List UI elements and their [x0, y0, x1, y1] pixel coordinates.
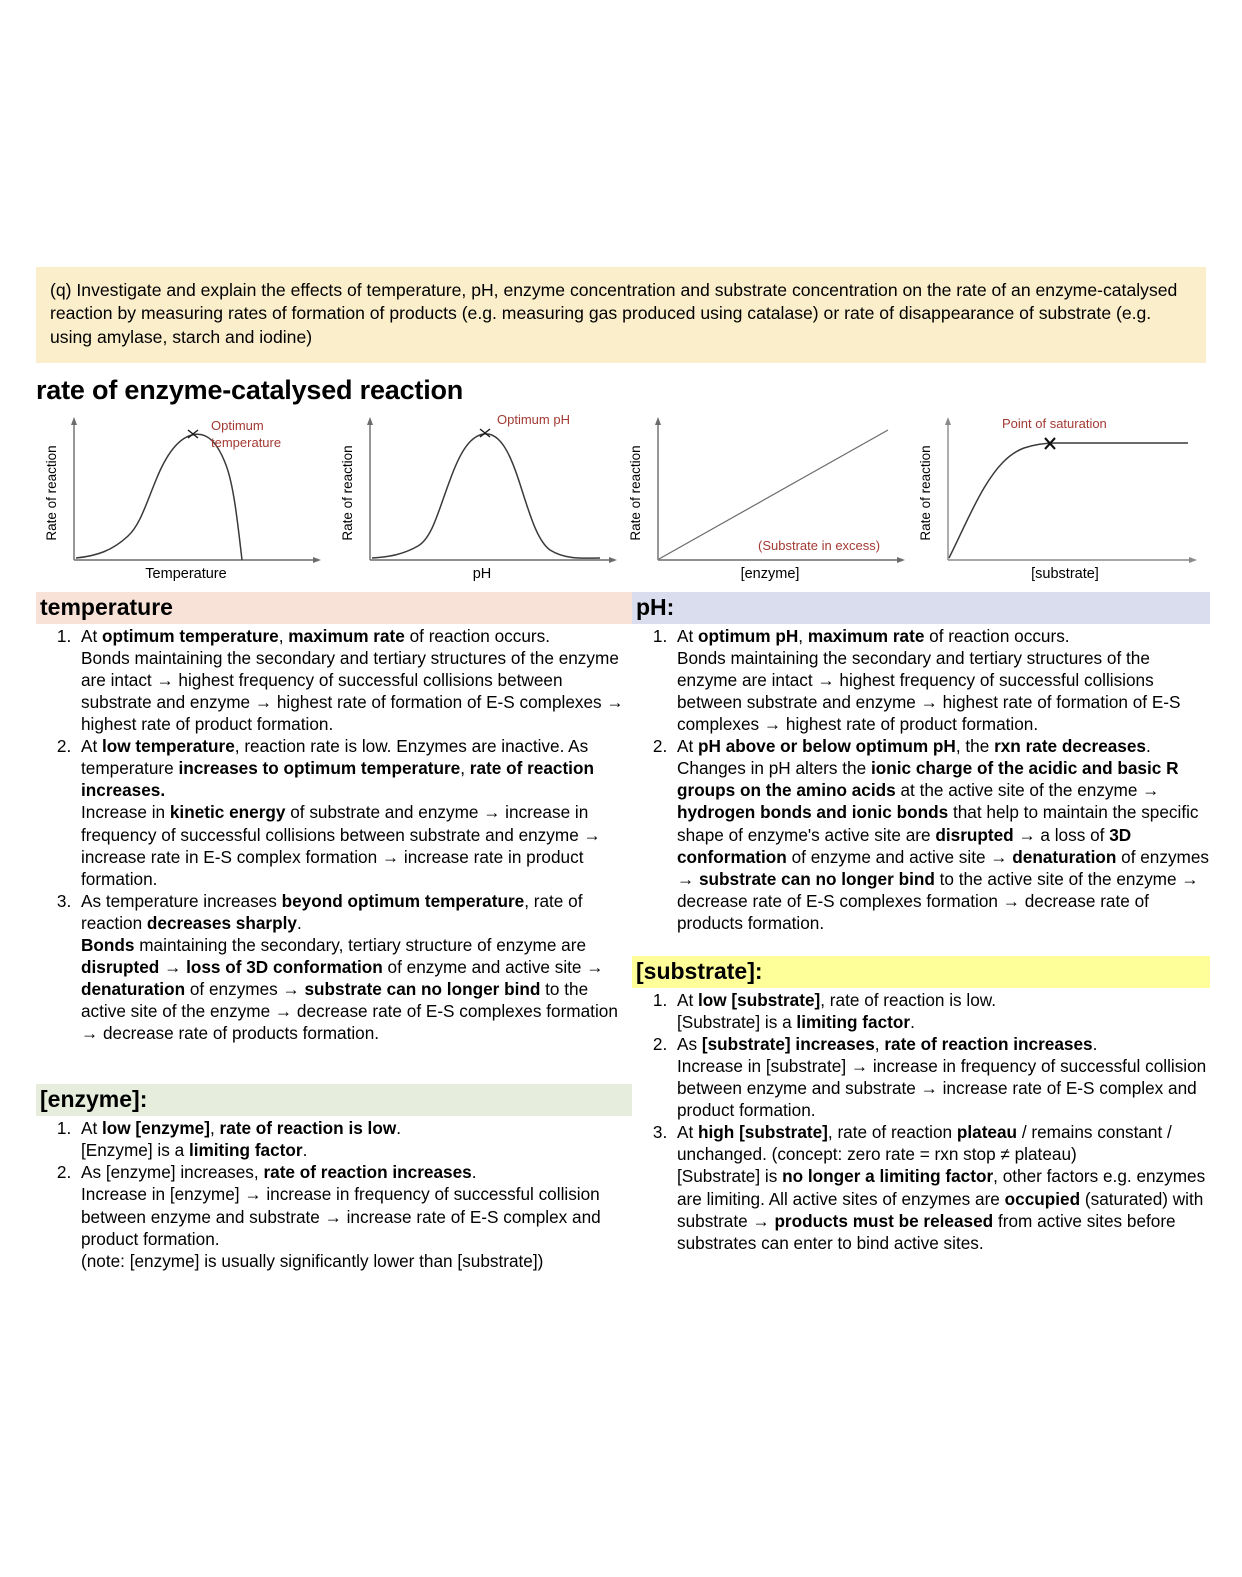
chart-substrate-xlabel: [substrate]: [1031, 566, 1099, 582]
list-item: 3. As temperature increases beyond optimum temperature, rate of reaction decreases sharply. Bonds maintaining the secondary, tertiary structure of enzyme are disrupted → loss of 3D conformation of enzyme and active site → denaturation of enzymes → substrate can no longer bind to the active site of the enzyme → decrease rate of E-S complexes formation → decrease rate of products formation.: [76, 890, 632, 1045]
chart-temperature-ylabel: Rate of reaction: [44, 445, 59, 541]
chart-temperature-annotation-line2: temperature: [211, 435, 282, 450]
optimum-marker-icon: [480, 429, 490, 437]
list-item: 3. At high [substrate], rate of reaction plateau / remains constant / unchanged. (concept: zero rate = rxn stop ≠ plateau) [Substrate] is no longer a limiting factor, other factors e.g. enzymes are limiting. All active sites of enzymes are occupied (saturated) with substrate → products must be released from active sites before substrates can enter to bind active sites.: [672, 1121, 1210, 1254]
page-title: rate of enzyme-catalysed reaction: [36, 375, 464, 405]
list-item: 2. At low temperature, reaction rate is low. Enzymes are inactive. As temperature increases to optimum temperature, rate of reaction increases. Increase in kinetic energy of substrate and enzyme → increase in frequency of successful collisions between substrate and enzyme → increase rate in E-S complex formation → increase rate in product formation.: [76, 735, 632, 890]
chart-enzyme-annotation: (Substrate in excess): [758, 538, 881, 553]
enzyme-list: [36, 1117, 632, 1272]
question-text: (q) Investigate and explain the effects of temperature, pH, enzyme concentration and substrate concentration on the rate of an enzyme-catalysed reaction by measuring rates of formation of products (e.g. measuring gas produced using catalase) or rate of disappearance of substrate (e.g. using amylase, starch and iodine): [50, 280, 1178, 347]
list-item: 2. As [substrate] increases, rate of reaction increases. Increase in [substrate] → increase in frequency of successful collision between enzyme and substrate → increase rate of E-S complex and product formation.: [672, 1033, 1210, 1121]
chart-temperature: [36, 408, 332, 586]
temperature-list: [36, 625, 632, 1045]
chart-substrate-ylabel: Rate of reaction: [918, 445, 933, 541]
list-item: 1. At optimum temperature, maximum rate of reaction occurs. Bonds maintaining the secondary and tertiary structures of the enzyme are intact → highest frequency of successful collisions between substrate and enzyme → highest rate of formation of E-S complexes → highest rate of product formation.: [76, 625, 632, 735]
chart-enzyme-ylabel: Rate of reaction: [628, 445, 643, 541]
left-column: [36, 592, 632, 1272]
chart-enzyme-xlabel: [enzyme]: [740, 566, 800, 582]
list-item: 2. As [enzyme] increases, rate of reaction increases. Increase in [enzyme] → increase in frequency of successful collision between enzyme and substrate → increase rate of E-S complex and product formation. (note: [enzyme] is usually significantly lower than [substrate]): [76, 1161, 632, 1271]
chart-ph-xlabel: pH: [472, 566, 492, 582]
ph-list: [632, 625, 1210, 934]
list-item: 1. At low [enzyme], rate of reaction is low. [Enzyme] is a limiting factor.: [76, 1117, 632, 1161]
list-item: 1. At low [substrate], rate of reaction is low. [Substrate] is a limiting factor.: [672, 989, 1210, 1033]
graph-row: [30, 408, 1210, 586]
chart-ph: [332, 408, 628, 586]
substrate-list: [632, 989, 1210, 1254]
chart-temperature-annotation-line1: Optimum: [211, 418, 264, 433]
list-item: 1. At optimum pH, maximum rate of reaction occurs. Bonds maintaining the secondary and tertiary structures of the enzyme are intact → highest frequency of successful collisions between substrate and enzyme → highest rate of formation of E-S complexes → highest rate of product formation.: [672, 625, 1210, 735]
chart-substrate-annotation: Point of saturation: [1002, 416, 1107, 431]
chart-enzyme: [620, 408, 916, 586]
question-banner: [36, 267, 1206, 363]
chart-ph-annotation: Optimum pH: [497, 412, 570, 427]
section-heading-substrate: [substrate]:: [632, 956, 1210, 988]
chart-ph-ylabel: Rate of reaction: [340, 445, 355, 541]
section-heading-temperature: temperature: [36, 592, 632, 624]
section-heading-ph: pH:: [632, 592, 1210, 624]
list-item: 2. At pH above or below optimum pH, the rxn rate decreases. Changes in pH alters the ionic charge of the acidic and basic R groups on the amino acids at the active site of the enzyme → hydrogen bonds and ionic bonds that help to maintain the specific shape of enzyme's active site are disrupted → a loss of 3D conformation of enzyme and active site → denaturation of enzymes → substrate can no longer bind to the active site of the enzyme → decrease rate of E-S complexes formation → decrease rate of products formation.: [672, 735, 1210, 934]
right-column: [632, 592, 1210, 1254]
chart-substrate: [910, 408, 1210, 586]
chart-temperature-xlabel: Temperature: [145, 566, 227, 582]
section-heading-enzyme: [enzyme]:: [36, 1084, 632, 1116]
